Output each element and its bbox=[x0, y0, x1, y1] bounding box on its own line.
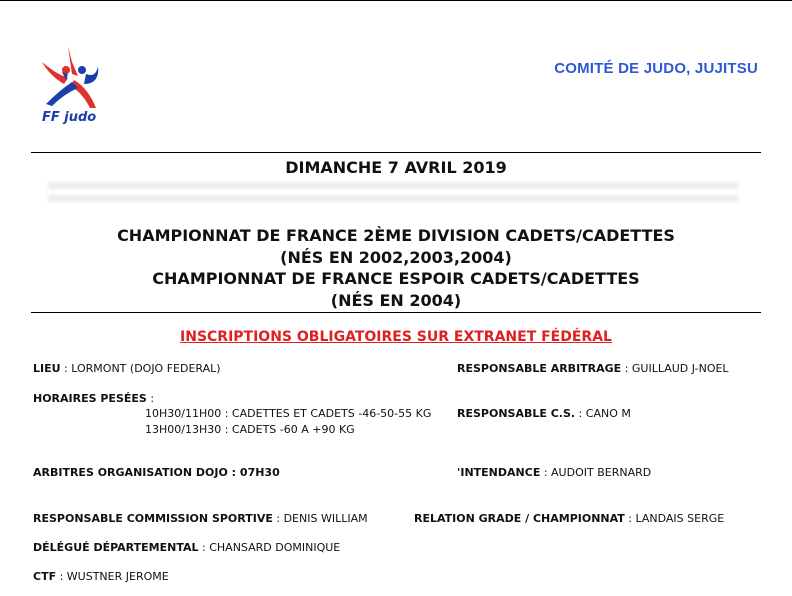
title-line: CHAMPIONNAT DE FRANCE ESPOIR CADETS/CADETTES bbox=[152, 269, 640, 288]
ctf-value: WUSTNER JEROME bbox=[66, 570, 169, 583]
ctf-label: CTF bbox=[33, 570, 57, 583]
relation-label: RELATION GRADE / CHAMPIONNAT bbox=[414, 512, 625, 525]
horaires-label: HORAIRES PESÉES : bbox=[33, 392, 155, 405]
title-line: CHAMPIONNAT DE FRANCE 2ÈME DIVISION CADETS/CADETTES bbox=[117, 226, 675, 245]
commission-row: RESPONSABLE COMMISSION SPORTIVE : DENIS WILLIAM bbox=[33, 512, 368, 525]
title-line: (NÉS EN 2004) bbox=[330, 290, 462, 310]
title-line: (NÉS EN 2002,2003,2004) bbox=[280, 247, 512, 267]
event-date: DIMANCHE 7 AVRIL 2019 bbox=[285, 158, 507, 177]
resp-cs-label: RESPONSABLE C.S. bbox=[457, 407, 576, 420]
arbitres-row: ARBITRES ORGANISATION DOJO : 07H30 bbox=[33, 466, 280, 479]
blurred-line bbox=[48, 195, 738, 202]
top-border bbox=[0, 0, 792, 1]
blurred-line bbox=[48, 182, 738, 189]
judoka-figure-icon bbox=[38, 44, 102, 112]
commission-value: DENIS WILLIAM bbox=[283, 512, 368, 525]
header-rule bbox=[31, 152, 761, 153]
title-rule bbox=[31, 312, 761, 313]
resp-arbitrage-row: RESPONSABLE ARBITRAGE : GUILLAUD J-NOEL bbox=[457, 362, 729, 375]
horaires-line-2: 13H00/13H30 : CADETS -60 A +90 KG bbox=[145, 423, 355, 436]
resp-cs-value: CANO M bbox=[585, 407, 631, 420]
relation-value: LANDAIS SERGE bbox=[635, 512, 725, 525]
relation-row: RELATION GRADE / CHAMPIONNAT : LANDAIS SERGE bbox=[414, 512, 725, 525]
ctf-row: CTF : WUSTNER JEROME bbox=[33, 570, 169, 583]
intendance-value: AUDOIT BERNARD bbox=[551, 466, 652, 479]
resp-arbitrage-value: GUILLAUD J-NOEL bbox=[631, 362, 729, 375]
lieu-row: LIEU : LORMONT (DOJO FEDERAL) bbox=[33, 362, 221, 375]
lieu-label: LIEU bbox=[33, 362, 61, 375]
event-titles bbox=[0, 225, 792, 311]
logo-text: FF judo bbox=[42, 110, 97, 125]
committee-name: COMITÉ DE JUDO, JUJITSU bbox=[554, 60, 758, 77]
horaires-line-1: 10H30/11H00 : CADETTES ET CADETS -46-50-55 KG bbox=[145, 407, 432, 420]
delegue-row: DÉLÉGUÉ DÉPARTEMENTAL : CHANSARD DOMINIQUE bbox=[33, 541, 341, 554]
lieu-value: LORMONT (DOJO FEDERAL) bbox=[71, 362, 221, 375]
commission-label: RESPONSABLE COMMISSION SPORTIVE bbox=[33, 512, 273, 525]
intendance-row: 'INTENDANCE : AUDOIT BERNARD bbox=[457, 466, 652, 479]
resp-cs-row: RESPONSABLE C.S. : CANO M bbox=[457, 407, 631, 420]
resp-arbitrage-label: RESPONSABLE ARBITRAGE bbox=[457, 362, 622, 375]
delegue-label: DÉLÉGUÉ DÉPARTEMENTAL bbox=[33, 541, 199, 554]
delegue-value: CHANSARD DOMINIQUE bbox=[209, 541, 341, 554]
registration-notice: INSCRIPTIONS OBLIGATOIRES SUR EXTRANET FÉDÉRAL bbox=[180, 329, 612, 345]
intendance-label: 'INTENDANCE bbox=[457, 466, 541, 479]
